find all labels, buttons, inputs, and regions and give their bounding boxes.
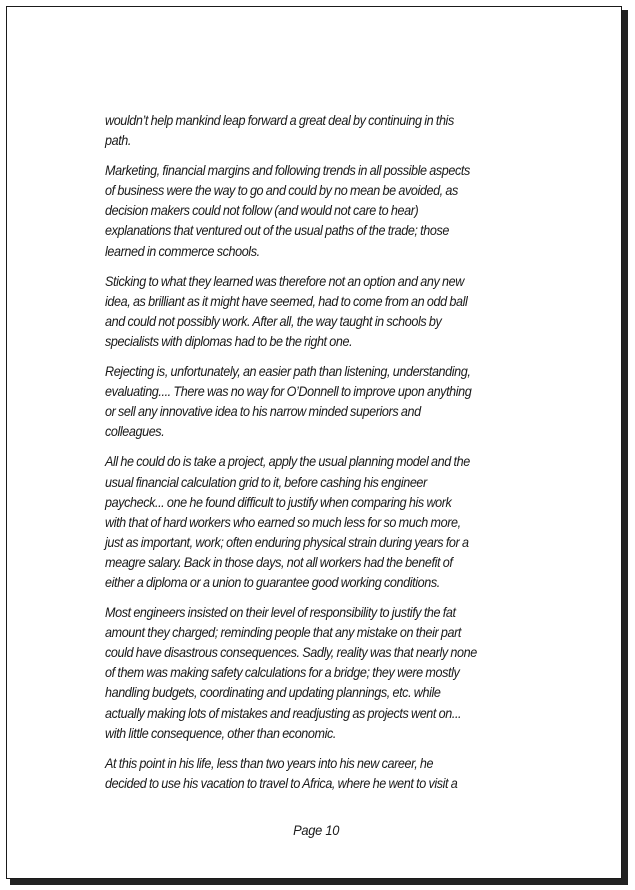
- text-line: actually making lots of mistakes and readjusting as projects went on...: [105, 704, 462, 721]
- paragraph: [105, 110, 557, 150]
- paragraph: [105, 753, 557, 793]
- text-line: decided to use his vacation to travel to Africa, where he went to visit a: [105, 774, 458, 791]
- page-shadow-right: [622, 10, 628, 883]
- text-line: could have disastrous consequences. Sadly, reality was that nearly none: [105, 644, 477, 661]
- text-line: with that of hard workers who earned so much less for so much more,: [105, 513, 461, 530]
- page-shadow-bottom: [10, 879, 628, 885]
- paragraph: [105, 271, 557, 351]
- text-line: meagre salary. Back in those days, not all workers had the benefit of: [105, 553, 453, 570]
- text-line: Most engineers insisted on their level of responsibility to justify the fat: [105, 604, 456, 621]
- text-line: wouldn’t help mankind leap forward a great deal by continuing in this: [105, 112, 454, 128]
- text-line: just as important, work; often enduring physical strain during years for a: [105, 533, 469, 550]
- text-line: Marketing, financial margins and following trends in all possible aspects: [105, 162, 470, 179]
- text-line: or sell any innovative idea to his narrow minded superiors and: [105, 403, 421, 420]
- text-line: idea, as brilliant as it might have seemed, had to come from an odd ball: [105, 292, 468, 309]
- text-line: learned in commerce schools.: [105, 242, 260, 259]
- text-line: Sticking to what they learned was therefore not an option and any new: [105, 272, 464, 289]
- text-line: and could not possibly work. After all, the way taught in schools by: [105, 312, 442, 329]
- text-line: colleagues.: [105, 423, 165, 440]
- text-line: with little consequence, other than economic.: [105, 724, 336, 741]
- text-line: path.: [105, 132, 132, 149]
- text-line: specialists with diplomas had to be the right one.: [105, 332, 353, 349]
- text-line: explanations that ventured out of the usual paths of the trade; those: [105, 222, 449, 239]
- page-number: Page 10: [293, 822, 340, 838]
- text-line: amount they charged; reminding people that any mistake on their part: [105, 624, 461, 641]
- text-line: All he could do is take a project, apply the usual planning model and the: [105, 453, 470, 470]
- text-line: either a diploma or a union to guarantee good working conditions.: [105, 573, 440, 590]
- text-line: of them was making safety calculations for a bridge; they were mostly: [105, 664, 460, 681]
- text-line: handling budgets, coordinating and updating plannings, etc. while: [105, 684, 441, 701]
- document-page: [6, 6, 622, 879]
- text-line: Rejecting is, unfortunately, an easier path than listening, understanding,: [105, 363, 471, 380]
- text-line: evaluating.... There was no way for O’Donnell to improve upon anything: [105, 383, 472, 400]
- text-line: paycheck... one he found difficult to justify when comparing his work: [105, 493, 452, 510]
- paragraph: [105, 160, 557, 260]
- text-line: of business were the way to go and could by no mean be avoided, as: [105, 182, 458, 199]
- text-line: At this point in his life, less than two years into his new career, he: [105, 754, 434, 771]
- paragraph: [105, 451, 557, 592]
- page-body: [105, 110, 557, 803]
- paragraph: [105, 361, 557, 441]
- paragraph: [105, 602, 557, 743]
- text-line: decision makers could not follow (and would not care to hear): [105, 202, 419, 219]
- text-line: usual financial calculation grid to it, before cashing his engineer: [105, 473, 427, 490]
